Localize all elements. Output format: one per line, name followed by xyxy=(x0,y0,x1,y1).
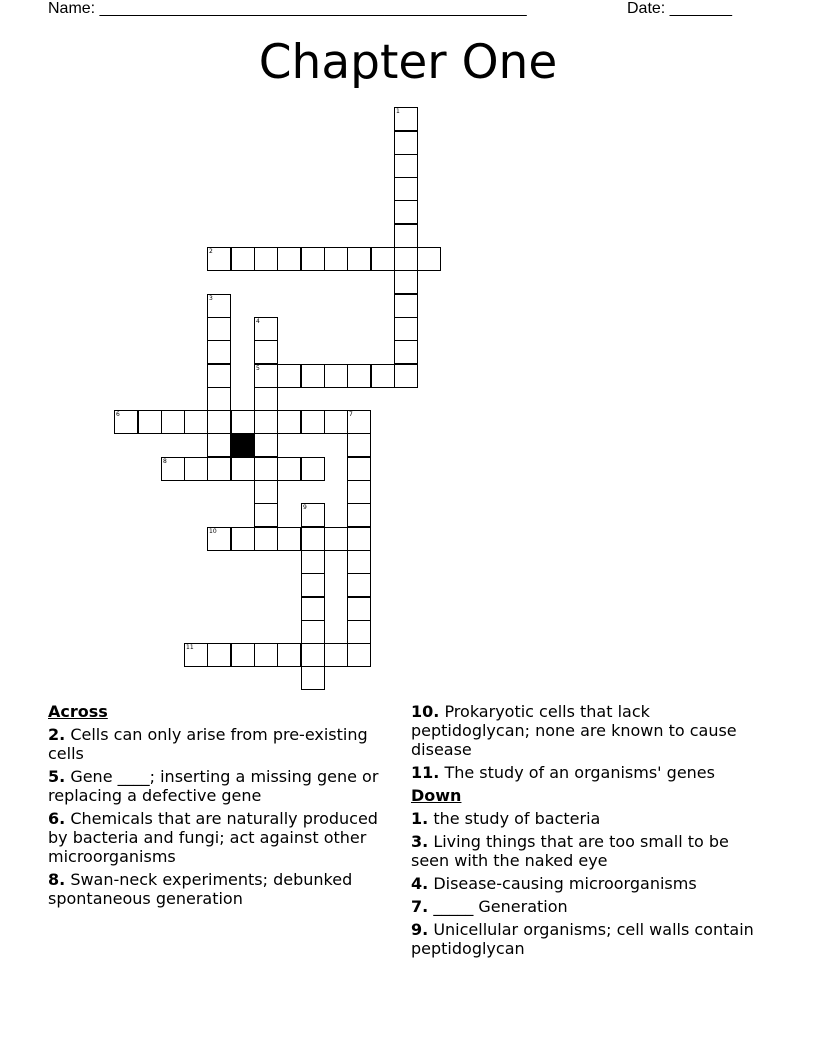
crossword-cell[interactable] xyxy=(207,294,231,318)
crossword-cell[interactable] xyxy=(207,457,231,481)
crossword-cell[interactable] xyxy=(394,270,418,294)
clue-down-9: 9. Unicellular organisms; cell walls contain peptidoglycan xyxy=(411,920,754,958)
crossword-cell[interactable] xyxy=(347,527,371,551)
crossword-cell[interactable] xyxy=(301,527,325,551)
clue-number: 11 xyxy=(186,644,194,651)
clue-number: 6 xyxy=(116,411,120,418)
crossword-cell[interactable] xyxy=(347,550,371,574)
crossword-cell[interactable] xyxy=(347,364,371,388)
crossword-cell[interactable] xyxy=(394,200,418,224)
crossword-cell[interactable] xyxy=(207,317,231,341)
date-field-label: Date: _______ xyxy=(627,0,732,17)
clue-number: 9 xyxy=(303,504,307,511)
crossword-cell[interactable] xyxy=(301,550,325,574)
crossword-cell[interactable] xyxy=(277,247,301,271)
crossword-cell[interactable] xyxy=(347,597,371,621)
crossword-cell[interactable] xyxy=(231,410,255,434)
crossword-cell[interactable] xyxy=(347,410,371,434)
crossword-cell[interactable] xyxy=(277,457,301,481)
crossword-cell[interactable] xyxy=(207,410,231,434)
clue-across-5: 5. Gene ____; inserting a missing gene or replacing a defective gene xyxy=(48,767,379,805)
crossword-cell[interactable] xyxy=(301,620,325,644)
crossword-cell[interactable] xyxy=(394,131,418,155)
crossword-cell[interactable] xyxy=(324,247,348,271)
crossword-cell[interactable] xyxy=(184,457,208,481)
crossword-cell[interactable] xyxy=(254,503,278,527)
crossword-cell[interactable] xyxy=(324,643,348,667)
crossword-cell[interactable] xyxy=(254,643,278,667)
crossword-cell[interactable] xyxy=(394,294,418,318)
crossword-cell[interactable] xyxy=(394,154,418,178)
crossword-cell[interactable] xyxy=(324,527,348,551)
crossword-cell[interactable] xyxy=(254,410,278,434)
crossword-cell[interactable] xyxy=(394,224,418,248)
crossword-cell[interactable] xyxy=(324,410,348,434)
crossword-cell[interactable] xyxy=(347,457,371,481)
crossword-cell[interactable] xyxy=(254,340,278,364)
crossword-cell[interactable] xyxy=(277,643,301,667)
crossword-cell[interactable] xyxy=(394,340,418,364)
crossword-cell[interactable] xyxy=(254,433,278,457)
clue-number: 1 xyxy=(396,108,400,115)
crossword-cell[interactable] xyxy=(277,364,301,388)
crossword-cell[interactable] xyxy=(161,410,185,434)
crossword-cell[interactable] xyxy=(394,107,418,131)
crossword-black-cell xyxy=(231,433,255,457)
crossword-cell[interactable] xyxy=(254,480,278,504)
crossword-cell[interactable] xyxy=(161,457,185,481)
crossword-cell[interactable] xyxy=(254,317,278,341)
clue-across-8: 8. Swan-neck experiments; debunked spontaneous generation xyxy=(48,870,353,908)
clue-number: 8 xyxy=(163,458,167,465)
clue-number: 4 xyxy=(256,318,260,325)
crossword-cell[interactable] xyxy=(231,457,255,481)
crossword-cell[interactable] xyxy=(347,573,371,597)
crossword-cell[interactable] xyxy=(301,597,325,621)
clue-down-3: 3. Living things that are too small to be seen with the naked eye xyxy=(411,832,729,870)
crossword-cell[interactable] xyxy=(231,643,255,667)
crossword-cell[interactable] xyxy=(184,410,208,434)
crossword-cell[interactable] xyxy=(207,247,231,271)
crossword-cell[interactable] xyxy=(207,433,231,457)
clue-down-1: 1. the study of bacteria xyxy=(411,809,601,828)
crossword-cell[interactable] xyxy=(347,247,371,271)
clue-number: 5 xyxy=(256,365,260,372)
crossword-cell[interactable] xyxy=(207,643,231,667)
crossword-cell[interactable] xyxy=(207,340,231,364)
page-title: Chapter One xyxy=(258,35,558,90)
clue-across-6: 6. Chemicals that are naturally produced by bacteria and fungi; act against other microorganisms xyxy=(48,809,378,866)
crossword-cell[interactable] xyxy=(231,247,255,271)
crossword-cell[interactable] xyxy=(277,527,301,551)
crossword-cell[interactable] xyxy=(301,410,325,434)
crossword-cell[interactable] xyxy=(231,527,255,551)
crossword-cell[interactable] xyxy=(254,457,278,481)
clue-number: 3 xyxy=(209,295,213,302)
crossword-cell[interactable] xyxy=(114,410,138,434)
crossword-cell[interactable] xyxy=(301,643,325,667)
crossword-cell[interactable] xyxy=(207,364,231,388)
clue-across-10: 10. Prokaryotic cells that lack peptidoglycan; none are known to cause disease xyxy=(411,702,737,759)
crossword-cell[interactable] xyxy=(371,247,395,271)
crossword-cell[interactable] xyxy=(207,527,231,551)
crossword-cell[interactable] xyxy=(347,480,371,504)
crossword-cell[interactable] xyxy=(301,247,325,271)
clues-right-column xyxy=(411,702,771,962)
crossword-cell[interactable] xyxy=(371,364,395,388)
clue-across-11: 11. The study of an organisms' genes xyxy=(411,763,715,782)
clue-number: 2 xyxy=(209,248,213,255)
crossword-cell[interactable] xyxy=(301,364,325,388)
clue-down-4: 4. Disease-causing microorganisms xyxy=(411,874,697,893)
crossword-cell[interactable] xyxy=(347,503,371,527)
clue-across-2: 2. Cells can only arise from pre-existing cells xyxy=(48,725,368,763)
clues-left-column xyxy=(48,702,393,912)
clue-down-7: 7. _____ Generation xyxy=(411,897,568,916)
crossword-cell[interactable] xyxy=(254,387,278,411)
crossword-cell[interactable] xyxy=(301,666,325,690)
crossword-cell[interactable] xyxy=(254,247,278,271)
crossword-cell[interactable] xyxy=(347,643,371,667)
crossword-cell[interactable] xyxy=(207,387,231,411)
crossword-cell[interactable] xyxy=(394,317,418,341)
name-field-label: Name: ________________________________________________ xyxy=(48,0,527,17)
crossword-cell[interactable] xyxy=(394,177,418,201)
crossword-cell[interactable] xyxy=(254,527,278,551)
crossword-cell[interactable] xyxy=(301,503,325,527)
crossword-cell[interactable] xyxy=(277,410,301,434)
crossword-cell[interactable] xyxy=(347,620,371,644)
crossword-cell[interactable] xyxy=(347,433,371,457)
crossword-cell[interactable] xyxy=(417,247,441,271)
clue-number: 7 xyxy=(349,411,353,418)
crossword-cell[interactable] xyxy=(184,643,208,667)
clue-number: 10 xyxy=(209,528,217,535)
crossword-cell[interactable] xyxy=(138,410,162,434)
crossword-cell[interactable] xyxy=(394,247,418,271)
crossword-cell[interactable] xyxy=(301,573,325,597)
down-heading: Down xyxy=(411,786,462,805)
crossword-cell[interactable] xyxy=(301,457,325,481)
crossword-cell[interactable] xyxy=(324,364,348,388)
crossword-cell[interactable] xyxy=(394,364,418,388)
crossword-cell[interactable] xyxy=(254,364,278,388)
across-heading: Across xyxy=(48,702,108,721)
